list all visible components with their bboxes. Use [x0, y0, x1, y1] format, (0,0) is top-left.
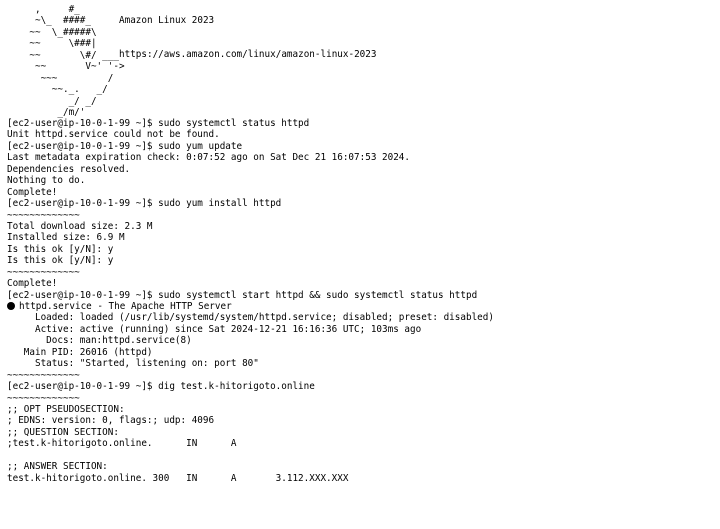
- logo-line: ~~ \###|: [7, 38, 97, 50]
- prompt-line: [ec2-user@ip-10-0-1-99 ~]$ dig test.k-hitorigoto.online: [7, 381, 315, 393]
- output-separator: ~~~~~~~~~~~~~: [7, 369, 80, 381]
- logo-line: ~~ V~' '->: [7, 61, 125, 73]
- output-line: Main PID: 26016 (httpd): [7, 346, 153, 358]
- logo-line: ~~._. _/: [7, 84, 108, 96]
- output-line: ;; ANSWER SECTION:: [7, 461, 108, 473]
- motd-banner: [7, 4, 720, 118]
- output-line: Is this ok [y/N]: y: [7, 255, 114, 267]
- logo-line: _/ _/: [7, 95, 97, 107]
- prompt-line: [ec2-user@ip-10-0-1-99 ~]$ sudo yum update: [7, 140, 243, 152]
- distro-name: Amazon Linux 2023: [119, 15, 215, 26]
- output-line: Dependencies resolved.: [7, 163, 131, 175]
- output-line: Loaded: loaded (/usr/lib/systemd/system/httpd.service; disabled; preset: disabled): [7, 312, 494, 324]
- amazon-linux-ascii-logo: [7, 4, 125, 118]
- output-line: Docs: man:httpd.service(8): [7, 335, 192, 347]
- distro-url: https://aws.amazon.com/linux/amazon-linux-2023: [119, 49, 377, 60]
- output-line: Status: "Started, listening on: port 80": [7, 358, 259, 370]
- output-separator: ~~~~~~~~~~~~~: [7, 392, 80, 404]
- output-line: Installed size: 6.9 M: [7, 232, 125, 244]
- prompt-line: [ec2-user@ip-10-0-1-99 ~]$ sudo yum install httpd: [7, 198, 282, 210]
- logo-line: ~~ \#/ ___: [7, 49, 119, 61]
- output-line: ;test.k-hitorigoto.online. IN A: [7, 438, 237, 450]
- logo-line: , #_: [7, 4, 80, 15]
- status-dot-icon: [7, 302, 15, 310]
- prompt-line: [ec2-user@ip-10-0-1-99 ~]$ sudo systemctl start httpd && sudo systemctl status httpd: [7, 289, 478, 301]
- logo-line: _/m/': [7, 106, 86, 118]
- logo-line: ~~~ /: [7, 72, 114, 84]
- output-line: Active: active (running) since Sat 2024-12-21 16:16:36 UTC; 103ms ago: [7, 323, 422, 335]
- prompt-line: [ec2-user@ip-10-0-1-99 ~]$ sudo systemctl status httpd: [7, 118, 310, 129]
- service-title: httpd.service - The Apache HTTP Server: [19, 301, 232, 312]
- output-line: ;; OPT PSEUDOSECTION:: [7, 403, 125, 415]
- logo-line: ~~ \_#####\: [7, 26, 97, 38]
- terminal-output: [7, 118, 720, 484]
- output-line: ; EDNS: version: 0, flags:; udp: 4096: [7, 415, 215, 427]
- output-separator: ~~~~~~~~~~~~~: [7, 209, 80, 221]
- output-line: Complete!: [7, 278, 58, 290]
- output-line: Total download size: 2.3 M: [7, 220, 153, 232]
- output-line: test.k-hitorigoto.online. 300 IN A 3.112.XXX.XXX: [7, 472, 349, 484]
- service-status-line: [7, 301, 720, 312]
- output-line: Is this ok [y/N]: y: [7, 243, 114, 255]
- output-separator: ~~~~~~~~~~~~~: [7, 266, 80, 278]
- output-line: Unit httpd.service could not be found.: [7, 129, 220, 141]
- blank-line: [7, 450, 720, 461]
- output-line: Last metadata expiration check: 0:07:52 ago on Sat Dec 21 16:07:53 2024.: [7, 152, 410, 164]
- output-line: Nothing to do.: [7, 175, 86, 187]
- output-line: ;; QUESTION SECTION:: [7, 426, 119, 438]
- logo-line: ~\_ ####_: [7, 15, 91, 27]
- output-line: Complete!: [7, 186, 58, 198]
